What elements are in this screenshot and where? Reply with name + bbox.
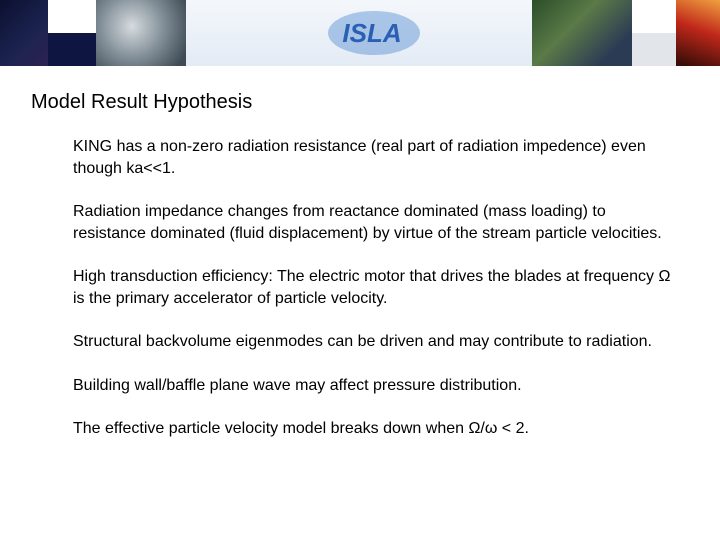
logo-text: ISLA xyxy=(342,18,402,48)
slide-title: Model Result Hypothesis xyxy=(31,91,253,113)
satellite-image-tile xyxy=(96,0,186,66)
checker-tile xyxy=(632,33,676,66)
isla-logo xyxy=(322,8,422,58)
bullet-list xyxy=(73,136,673,462)
night-sky-tile xyxy=(0,0,48,66)
checker-tile xyxy=(48,33,96,66)
paragraph: High transduction efficiency: The electric motor that drives the blades at frequency Ω is the primary accelerator of particle velocity. xyxy=(73,268,671,307)
island-satellite-tile xyxy=(532,0,632,66)
paragraph: Structural backvolume eigenmodes can be driven and may contribute to radiation. xyxy=(73,333,652,350)
checker-tile xyxy=(48,0,96,33)
paragraph: KING has a non-zero radiation resistance (real part of radiation impedence) even though ka<<1. xyxy=(73,138,646,177)
checker-tile xyxy=(632,0,676,33)
header-image-strip xyxy=(0,0,720,66)
paragraph: Radiation impedance changes from reactance dominated (mass loading) to resistance dominated (fluid displacement) by virtue of the stream particle velocities. xyxy=(73,203,662,242)
paragraph: The effective particle velocity model breaks down when Ω/ω < 2. xyxy=(73,420,529,437)
paragraph: Building wall/baffle plane wave may affect pressure distribution. xyxy=(73,376,522,394)
volcano-tile xyxy=(676,0,720,66)
